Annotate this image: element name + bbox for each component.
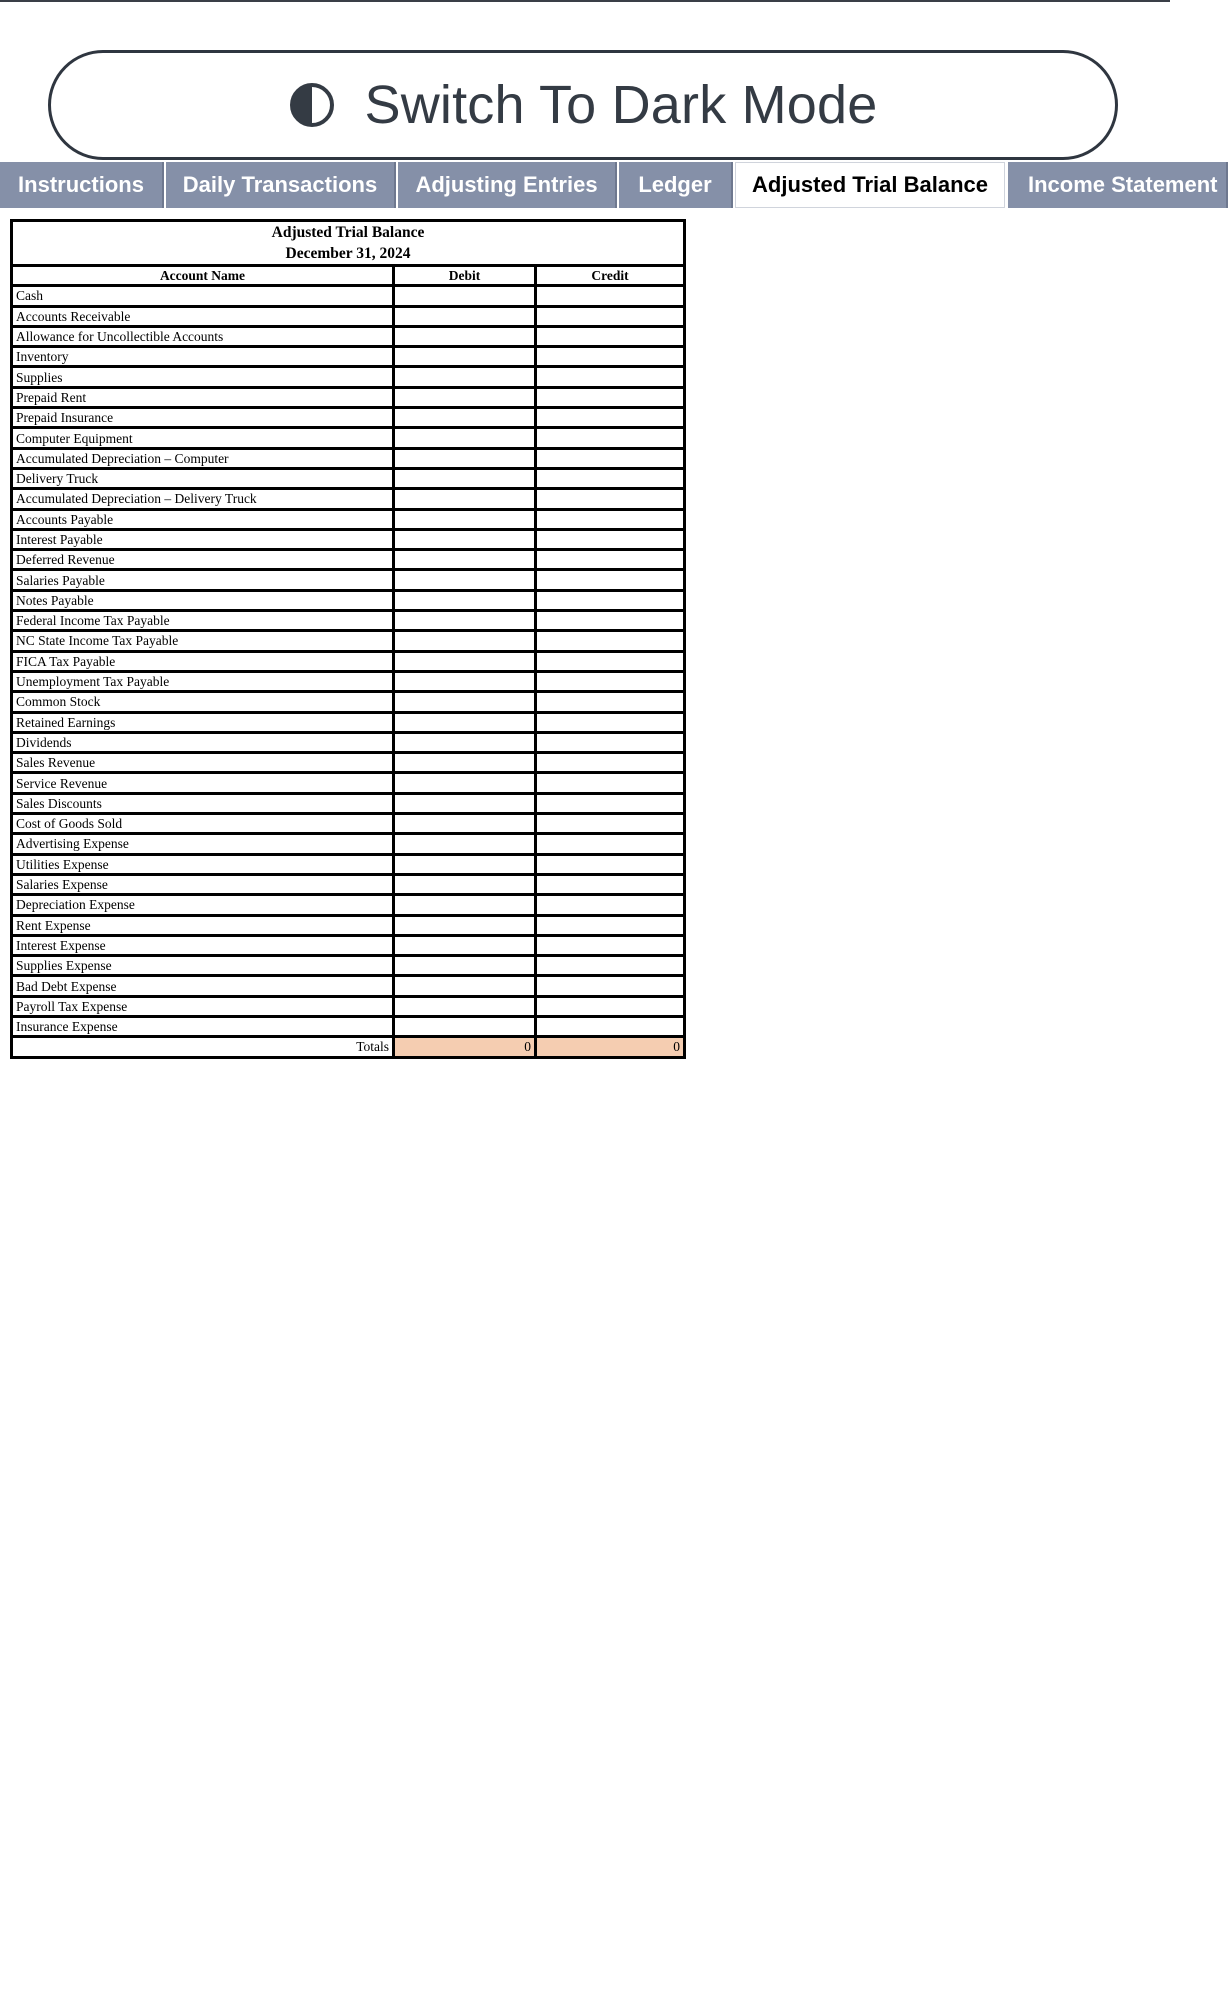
- debit-cell[interactable]: [394, 631, 536, 651]
- credit-cell[interactable]: [536, 814, 685, 834]
- table-row: [12, 773, 685, 793]
- account-name-cell: Federal Income Tax Payable: [12, 611, 394, 631]
- debit-cell[interactable]: [394, 753, 536, 773]
- credit-cell[interactable]: [536, 854, 685, 874]
- debit-cell[interactable]: [394, 956, 536, 976]
- credit-cell[interactable]: [536, 915, 685, 935]
- totals-label: Totals: [12, 1037, 394, 1057]
- credit-cell[interactable]: [536, 326, 685, 346]
- account-name-cell: Insurance Expense: [12, 1016, 394, 1036]
- account-rows: [12, 286, 685, 1037]
- table-row: [12, 408, 685, 428]
- debit-cell[interactable]: [394, 590, 536, 610]
- table-row: [12, 529, 685, 549]
- credit-cell[interactable]: [536, 489, 685, 509]
- top-divider: [0, 0, 1170, 2]
- debit-cell[interactable]: [394, 286, 536, 306]
- account-name-cell: Supplies: [12, 367, 394, 387]
- debit-cell[interactable]: [394, 529, 536, 549]
- table-row: [12, 590, 685, 610]
- sheet-date: December 31, 2024: [285, 245, 411, 262]
- debit-cell[interactable]: [394, 935, 536, 955]
- table-row: [12, 996, 685, 1016]
- credit-cell[interactable]: [536, 550, 685, 570]
- credit-cell[interactable]: [536, 570, 685, 590]
- account-name-cell: Utilities Expense: [12, 854, 394, 874]
- account-name-cell: Cash: [12, 286, 394, 306]
- totals-row: [12, 1037, 685, 1057]
- credit-cell[interactable]: [536, 590, 685, 610]
- table-row: [12, 976, 685, 996]
- credit-cell[interactable]: [536, 347, 685, 367]
- credit-cell[interactable]: [536, 834, 685, 854]
- table-row: [12, 814, 685, 834]
- sheet-title-cell: [12, 221, 685, 266]
- table-row: [12, 874, 685, 894]
- credit-cell[interactable]: [536, 286, 685, 306]
- debit-cell[interactable]: [394, 387, 536, 407]
- debit-cell[interactable]: [394, 814, 536, 834]
- account-name-cell: Supplies Expense: [12, 956, 394, 976]
- debit-cell[interactable]: [394, 692, 536, 712]
- header-credit: Credit: [536, 266, 685, 286]
- credit-cell[interactable]: [536, 306, 685, 326]
- account-name-cell: Deferred Revenue: [12, 550, 394, 570]
- account-name-cell: Inventory: [12, 347, 394, 367]
- credit-cell[interactable]: [536, 793, 685, 813]
- debit-cell[interactable]: [394, 712, 536, 732]
- debit-cell[interactable]: [394, 671, 536, 691]
- table-row: [12, 347, 685, 367]
- table-row: [12, 732, 685, 752]
- credit-cell[interactable]: [536, 996, 685, 1016]
- debit-cell[interactable]: [394, 834, 536, 854]
- totals-credit: 0: [536, 1037, 685, 1057]
- credit-cell[interactable]: [536, 408, 685, 428]
- table-row: [12, 509, 685, 529]
- debit-cell[interactable]: [394, 489, 536, 509]
- tab-adjusting-entries[interactable]: Adjusting Entries: [398, 162, 617, 208]
- account-name-cell: Dividends: [12, 732, 394, 752]
- credit-cell[interactable]: [536, 1016, 685, 1036]
- table-row: [12, 854, 685, 874]
- half-circle-contrast-icon: [288, 81, 336, 129]
- table-row: [12, 915, 685, 935]
- account-name-cell: Prepaid Rent: [12, 387, 394, 407]
- table-row: [12, 692, 685, 712]
- account-name-cell: Retained Earnings: [12, 712, 394, 732]
- debit-cell[interactable]: [394, 976, 536, 996]
- table-row: [12, 570, 685, 590]
- debit-cell[interactable]: [394, 854, 536, 874]
- account-name-cell: Interest Expense: [12, 935, 394, 955]
- table-row: [12, 793, 685, 813]
- table-row: [12, 489, 685, 509]
- debit-cell[interactable]: [394, 367, 536, 387]
- credit-cell[interactable]: [536, 611, 685, 631]
- credit-cell[interactable]: [536, 509, 685, 529]
- table-row: [12, 326, 685, 346]
- credit-cell[interactable]: [536, 732, 685, 752]
- account-name-cell: Accumulated Depreciation – Delivery Truck: [12, 489, 394, 509]
- table-row: [12, 1016, 685, 1036]
- debit-cell[interactable]: [394, 408, 536, 428]
- debit-cell[interactable]: [394, 550, 536, 570]
- dark-mode-toggle-button[interactable]: [48, 50, 1118, 160]
- debit-cell[interactable]: [394, 509, 536, 529]
- account-name-cell: Bad Debt Expense: [12, 976, 394, 996]
- tab-ledger[interactable]: Ledger: [619, 162, 733, 208]
- account-name-cell: Accumulated Depreciation – Computer: [12, 448, 394, 468]
- table-row: [12, 428, 685, 448]
- tab-adjusted-trial-balance[interactable]: Adjusted Trial Balance: [735, 162, 1005, 208]
- account-name-cell: Service Revenue: [12, 773, 394, 793]
- account-name-cell: Sales Revenue: [12, 753, 394, 773]
- credit-cell[interactable]: [536, 671, 685, 691]
- table-row: [12, 468, 685, 488]
- table-row: [12, 286, 685, 306]
- table-row: [12, 712, 685, 732]
- credit-cell[interactable]: [536, 753, 685, 773]
- debit-cell[interactable]: [394, 773, 536, 793]
- debit-cell[interactable]: [394, 732, 536, 752]
- account-name-cell: Accounts Payable: [12, 509, 394, 529]
- debit-cell[interactable]: [394, 874, 536, 894]
- account-name-cell: Advertising Expense: [12, 834, 394, 854]
- account-name-cell: Sales Discounts: [12, 793, 394, 813]
- table-row: [12, 631, 685, 651]
- credit-cell[interactable]: [536, 976, 685, 996]
- account-name-cell: Allowance for Uncollectible Accounts: [12, 326, 394, 346]
- debit-cell[interactable]: [394, 915, 536, 935]
- account-name-cell: Accounts Receivable: [12, 306, 394, 326]
- debit-cell[interactable]: [394, 1016, 536, 1036]
- debit-cell[interactable]: [394, 306, 536, 326]
- debit-cell[interactable]: [394, 611, 536, 631]
- credit-cell[interactable]: [536, 773, 685, 793]
- account-name-cell: Salaries Payable: [12, 570, 394, 590]
- debit-cell[interactable]: [394, 448, 536, 468]
- tab-instructions[interactable]: Instructions: [0, 162, 164, 208]
- table-row: [12, 651, 685, 671]
- table-row: [12, 671, 685, 691]
- credit-cell[interactable]: [536, 428, 685, 448]
- account-name-cell: Delivery Truck: [12, 468, 394, 488]
- table-row: [12, 935, 685, 955]
- table-row: [12, 895, 685, 915]
- debit-cell[interactable]: [394, 347, 536, 367]
- table-row: [12, 387, 685, 407]
- account-name-cell: Cost of Goods Sold: [12, 814, 394, 834]
- sheet-tabs: [0, 162, 1218, 208]
- account-name-cell: Interest Payable: [12, 529, 394, 549]
- totals-debit: 0: [394, 1037, 536, 1057]
- debit-cell[interactable]: [394, 326, 536, 346]
- table-row: [12, 834, 685, 854]
- credit-cell[interactable]: [536, 935, 685, 955]
- credit-cell[interactable]: [536, 895, 685, 915]
- account-name-cell: Prepaid Insurance: [12, 408, 394, 428]
- debit-cell[interactable]: [394, 570, 536, 590]
- account-name-cell: FICA Tax Payable: [12, 651, 394, 671]
- table-row: [12, 611, 685, 631]
- account-name-cell: Notes Payable: [12, 590, 394, 610]
- table-row: [12, 367, 685, 387]
- adjusted-trial-balance-table: [10, 219, 686, 1059]
- debit-cell[interactable]: [394, 793, 536, 813]
- account-name-cell: Payroll Tax Expense: [12, 996, 394, 1016]
- credit-cell[interactable]: [536, 468, 685, 488]
- debit-cell[interactable]: [394, 468, 536, 488]
- credit-cell[interactable]: [536, 692, 685, 712]
- account-name-cell: Salaries Expense: [12, 874, 394, 894]
- tab-income-statement[interactable]: Income Statement: [1008, 162, 1228, 208]
- credit-cell[interactable]: [536, 448, 685, 468]
- account-name-cell: Common Stock: [12, 692, 394, 712]
- header-account-name: Account Name: [12, 266, 394, 286]
- account-name-cell: Computer Equipment: [12, 428, 394, 448]
- tab-daily-transactions[interactable]: Daily Transactions: [166, 162, 396, 208]
- credit-cell[interactable]: [536, 712, 685, 732]
- sheet-title: Adjusted Trial Balance: [271, 224, 425, 241]
- debit-cell[interactable]: [394, 651, 536, 671]
- debit-cell[interactable]: [394, 996, 536, 1016]
- table-row: [12, 550, 685, 570]
- credit-cell[interactable]: [536, 651, 685, 671]
- table-row: [12, 306, 685, 326]
- debit-cell[interactable]: [394, 895, 536, 915]
- credit-cell[interactable]: [536, 367, 685, 387]
- dark-mode-toggle-label: Switch To Dark Mode: [364, 75, 878, 135]
- table-row: [12, 956, 685, 976]
- credit-cell[interactable]: [536, 529, 685, 549]
- debit-cell[interactable]: [394, 428, 536, 448]
- credit-cell[interactable]: [536, 631, 685, 651]
- account-name-cell: Rent Expense: [12, 915, 394, 935]
- table-row: [12, 753, 685, 773]
- account-name-cell: Depreciation Expense: [12, 895, 394, 915]
- account-name-cell: NC State Income Tax Payable: [12, 631, 394, 651]
- credit-cell[interactable]: [536, 874, 685, 894]
- table-row: [12, 448, 685, 468]
- header-debit: Debit: [394, 266, 536, 286]
- credit-cell[interactable]: [536, 387, 685, 407]
- credit-cell[interactable]: [536, 956, 685, 976]
- account-name-cell: Unemployment Tax Payable: [12, 671, 394, 691]
